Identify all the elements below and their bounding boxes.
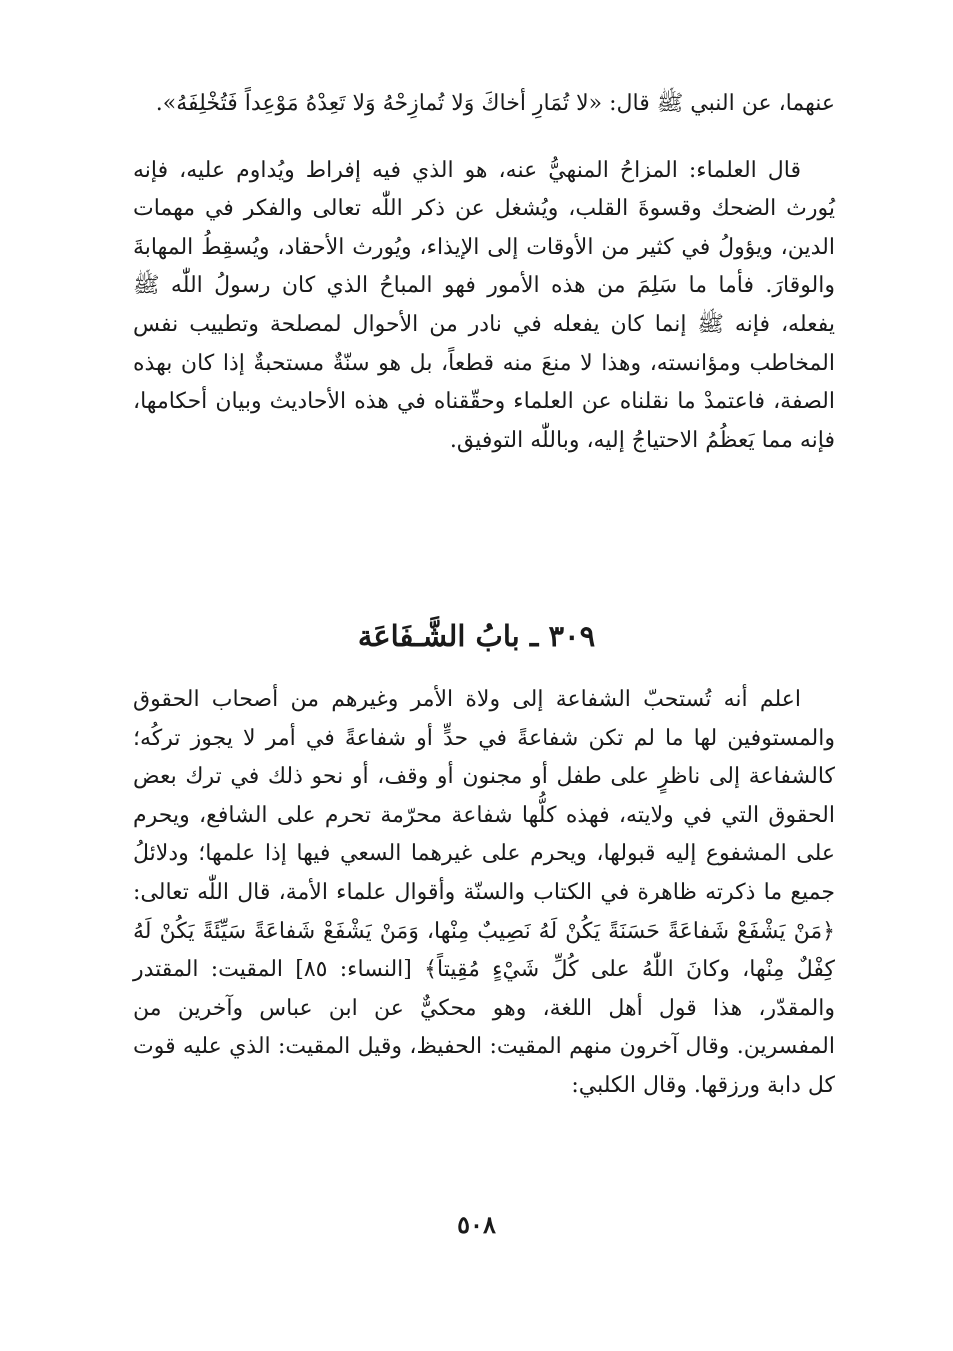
chapter-body bbox=[133, 681, 835, 1106]
chapter-title: ٣٠٩ ـ بابُ الشَّـفَاعَة bbox=[357, 619, 596, 653]
page-number: ٥٠٨ bbox=[457, 1210, 496, 1239]
intro-section bbox=[133, 85, 835, 460]
intro-paragraph-1: عنهما، عن النبي ﷺ قال: «لا تُمَارِ أخاكَ وَلا تُمازِحْهُ وَلا تَعِدْهُ مَوْعِداً فَتُخْلِفَهُ». bbox=[155, 91, 835, 116]
intro-paragraph-2: قال العلماء: المزاحُ المنهيُّ عنه، هو الذي فيه إفراط ويُداوم عليه، فإنه يُورث الضحك وقسوةَ القلب، ويُشغل عن ذكر اللّٰه تعالى والفكر في مهمات الدين، ويؤولُ في كثير من الأوقات إلى الإيذاء، ويُورث الأحقاد، ويُسقِطُ المهابةَ والوقارَ. فأما ما سَلِمَ من هذه الأمور فهو المباحُ الذي كان رسولُ اللّٰه ﷺ يفعله، فإنه ﷺ إنما كان يفعله في نادر من الأحوال لمصلحة وتطييب نفس المخاطب ومؤانسته، وهذا لا منعَ منه قطعاً، بل هو سنّةٌ مستحبةٌ إذا كان بهذه الصفة، فاعتمدْ ما نقلناه عن العلماء وحقّقناه في هذه الأحاديث وبيان أحكامها، فإنه مما يَعظُمُ الاحتياجُ إليه، وباللّٰه التوفيق. bbox=[133, 157, 835, 453]
chapter-paragraph-1: اعلم أنه تُستحبّ الشفاعة إلى ولاة الأمر وغيرهم من أصحاب الحقوق والمستوفين لها ما لم تكن شفاعةً في حدٍّ أو شفاعةً في أمر لا يجوز تركُه؛ كالشفاعة إلى ناظرٍ على طفل أو مجنون أو وقف، أو نحو ذلك في ترك بعض الحقوق التي في ولايته، فهذه كلُّها شفاعة محرّمة تحرم على الشافع، ويحرم على المشفوع إليه قبولها، ويحرم على غيرهما السعي فيها إذا علمها؛ ودلائلُ جميع ما ذكرته ظاهرة في الكتاب والسنّة وأقوال علماء الأمة، قال اللّٰه تعالى: ﴿مَنْ يَشْفَعْ شَفاعَةً حَسَنَةً يَكُنْ لَهُ نَصِيبٌ مِنْها، وَمَنْ يَشْفَعْ شَفاعَةً سَيِّئَةً يَكُنْ لَهُ كِفْلٌ مِنْها، وكانَ اللّٰهُ على كُلِّ شَيْءٍ مُقِيتاً﴾ [النساء: ٨٥] المقيت: المقتدر والمقدّر، هذا قول أهل اللغة، وهو محكيٌّ عن ابن عباس وآخرين من المفسرين. وقال آخرون منهم المقيت: الحفيظ، وقيل المقيت: الذي عليه قوت كل دابة ورزقها. وقال الكلبي: bbox=[133, 687, 836, 1098]
